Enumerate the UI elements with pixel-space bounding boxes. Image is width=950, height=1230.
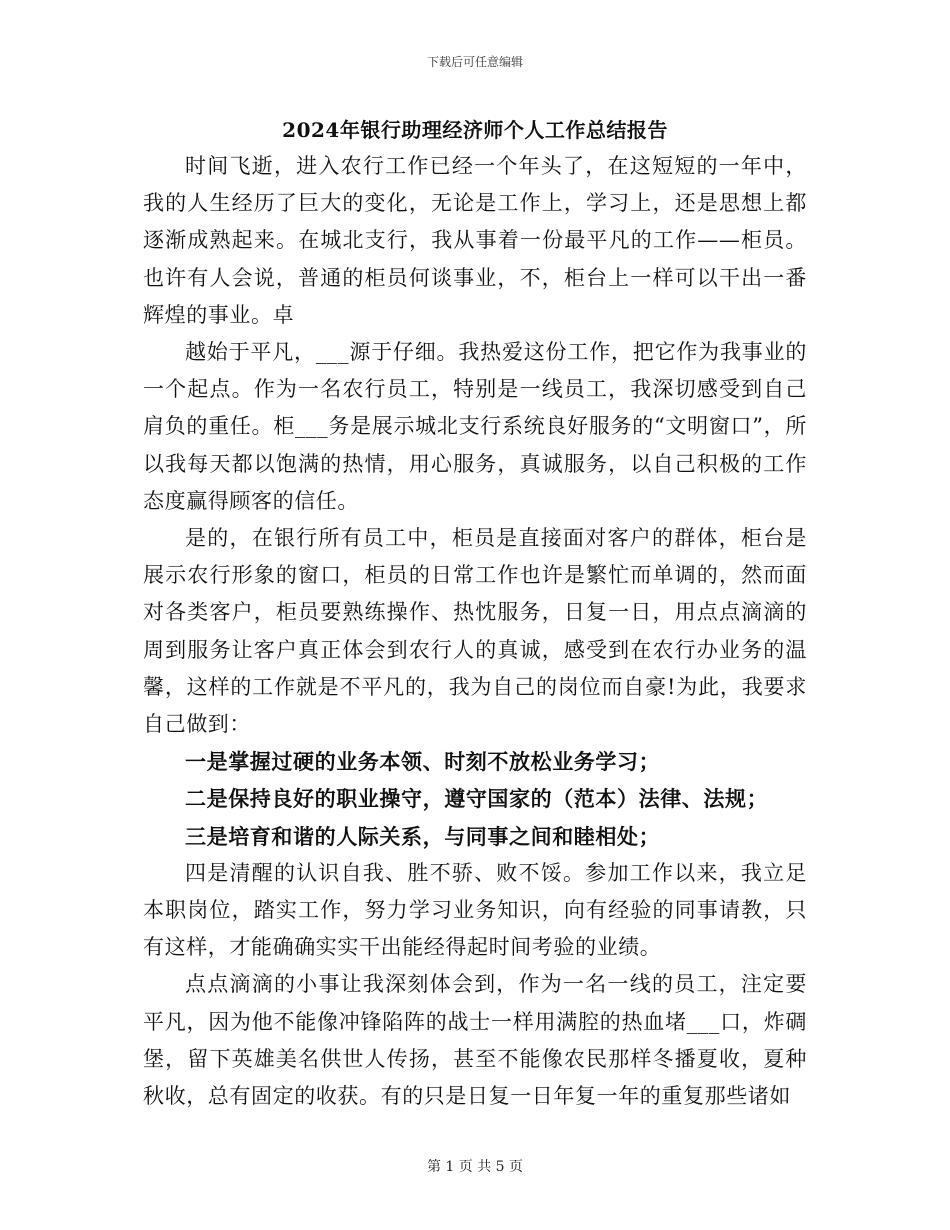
paragraph-intro: 时间飞逝，进入农行工作已经一个年头了，在这短短的一年中，我的人生经历了巨大的变化，无论是工作上，学习上，还是思想上都逐渐成熟起来。在城北支行，我从事着一份最平凡的工作——柜员。也许有人会说，普通的柜员何谈事业，不，柜台上一样可以干出一番辉煌的事业。卓 (143, 154, 807, 327)
paragraph-starting-point: 越始于平凡，___源于仔细。我热爱这份工作，把它作为我事业的一个起点。作为一名农行员工，特别是一线员工，我深切感受到自己肩负的重任。柜___务是展示城北支行系统良好服务的“文明窗口”，所以我每天都以饱满的热情，用心服务，真诚服务，以自己积极的工作态度赢得顾客的信任。 (143, 340, 807, 513)
list-item-self-awareness: 四是清醒的认识自我、胜不骄、败不馁。参加工作以来，我立足本职岗位，踏实工作，努力学习业务知识，向有经验的同事请教，只有这样，才能确确实实干出能经得起时间考验的业绩。 (143, 860, 807, 960)
list-item-ethics: 二是保持良好的职业操守，遵守国家的（范本）法律、法规； (185, 786, 769, 812)
header-note: 下载后可任意编辑 (426, 55, 523, 69)
list-item-relations: 三是培育和谐的人际关系，与同事之间和睦相处； (185, 823, 661, 849)
list-item-skills: 一是掌握过硬的业务本领、时刻不放松业务学习； (185, 749, 661, 775)
paragraph-reflection: 点点滴滴的小事让我深刻体会到，作为一名一线的员工，注定要平凡，因为他不能像冲锋陷阵的战士一样用满腔的热血堵___口，炸碉堡，留下英雄美名供世人传扬，甚至不能像农民那样冬播夏收，夏种秋收，总有固定的收获。有的只是日复一日年复一年的重复那些诸如 (143, 972, 807, 1109)
paragraph-teller-role: 是的，在银行所有员工中，柜员是直接面对客户的群体，柜台是展示农行形象的窗口，柜员的日常工作也许是繁忙而单调的，然而面对各类客户，柜员要熟练操作、热忱服务，日复一日，用点点滴滴的周到服务让客户真正体会到农行人的真诚，感受到在农行办业务的温馨，这样的工作就是不平凡的，我为自己的岗位而自豪!为此，我要求自己做到： (143, 526, 807, 737)
page-number: 第 1 页 共 5 页 (426, 1159, 524, 1175)
document-body (143, 148, 807, 1115)
document-title: 2024年银行助理经济师个人工作总结报告 (282, 118, 668, 142)
